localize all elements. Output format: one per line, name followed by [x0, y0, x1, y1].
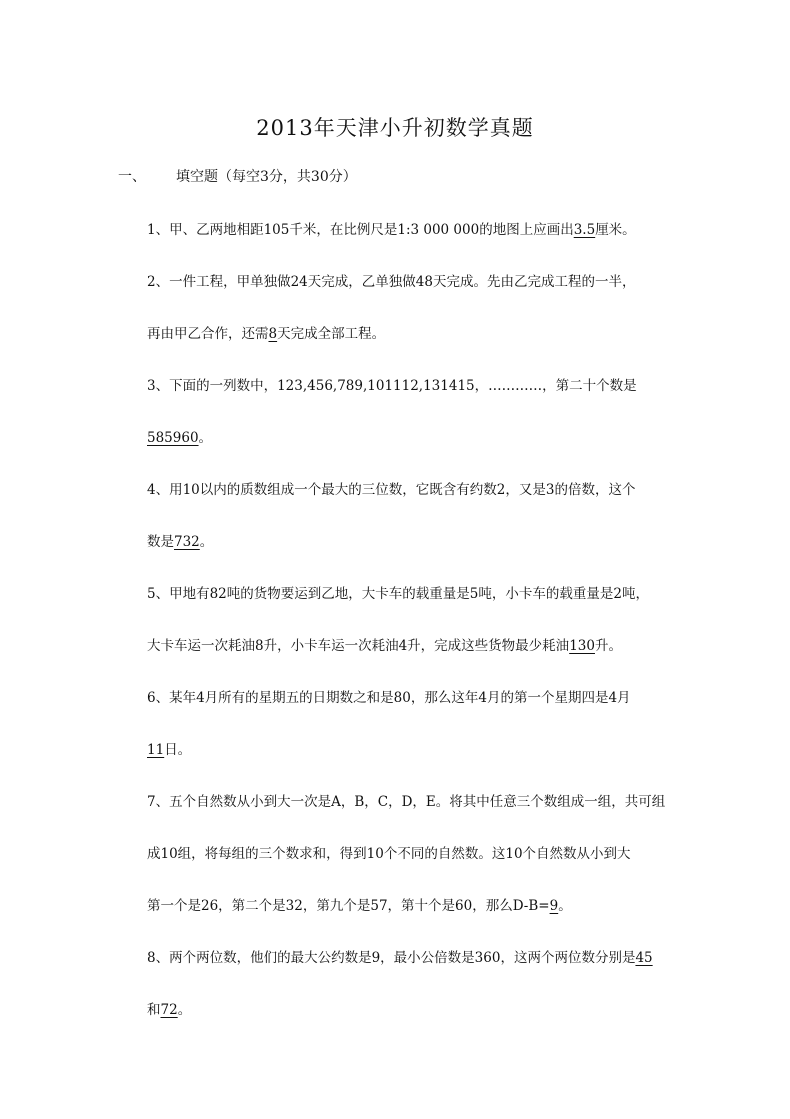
- question-text: 和: [147, 1002, 161, 1018]
- question-text: 6、某年4月所有的星期五的日期数之和是80，那么这年4月的第一个星期四是4月: [147, 690, 631, 706]
- question-6-line-1: [147, 686, 631, 706]
- question-text: 8、两个两位数，他们的最大公约数是9，最小公倍数是360，这两个两位数分别是: [147, 950, 636, 966]
- question-text: 7、五个自然数从小到大一次是A，B，C，D，E。将其中任意三个数组成一组，共可组: [147, 794, 666, 810]
- question-7-line-1: [147, 790, 665, 810]
- question-text: 大卡车运一次耗油8升，小卡车运一次耗油4升，完成这些货物最少耗油: [147, 638, 570, 654]
- question-2-line-1: [147, 270, 635, 290]
- question-4-line-2: [147, 530, 213, 550]
- question-text: 成10组，将每组的三个数求和，得到10个不同的自然数。这10个自然数从小到大: [147, 846, 631, 862]
- question-text: 升。: [594, 638, 622, 654]
- question-text: 3、下面的一列数中，123,456,789,101112,131415，…………，第二十个数是: [147, 378, 637, 394]
- question-8-line-2: [147, 998, 191, 1018]
- question-text: 。: [199, 534, 214, 550]
- question-text: 1、甲、乙两地相距105千米，在比例尺是1:3 000 000的地图上应画出: [147, 222, 574, 238]
- question-7-line-3: [147, 894, 572, 914]
- page-title: 2013年天津小升初数学真题: [256, 116, 534, 140]
- question-text: 厘米。: [595, 222, 636, 238]
- question-3-line-2: [147, 426, 212, 446]
- question-text: 。: [177, 1002, 192, 1018]
- question-3-line-1: [147, 374, 637, 394]
- question-text: 2、一件工程，甲单独做24天完成，乙单独做48天完成。先由乙完成工程的一半，: [147, 274, 636, 290]
- answer: 45: [635, 950, 653, 966]
- answer: 9: [549, 898, 559, 914]
- question-text: 。: [558, 898, 572, 914]
- answer: 130: [569, 638, 595, 654]
- answer: 11: [147, 742, 165, 758]
- question-text: 数是: [147, 534, 174, 550]
- answer: 585960: [147, 430, 199, 446]
- question-1: [147, 218, 636, 238]
- section-number: 一、: [118, 169, 146, 185]
- answer: 72: [160, 1002, 178, 1018]
- question-8-line-1: [147, 946, 653, 966]
- section-heading: [118, 166, 357, 186]
- question-text: 再由甲乙合作，还需: [147, 326, 269, 342]
- answer: 732: [174, 534, 200, 550]
- question-text: 5、甲地有82吨的货物要运到乙地，大卡车的载重量是5吨，小卡车的载重量是2吨，: [147, 586, 649, 602]
- section-label: 填空题（每空3分，共30分）: [176, 169, 357, 185]
- question-6-line-2: [147, 738, 191, 758]
- question-5-line-2: [147, 634, 622, 654]
- question-text: 4、用10以内的质数组成一个最大的三位数，它既含有约数2，又是3的倍数，这个: [147, 482, 636, 498]
- question-5-line-1: [147, 582, 649, 602]
- answer: 8: [268, 326, 278, 342]
- question-text: 天完成全部工程。: [277, 326, 386, 342]
- answer: 3.5: [573, 222, 596, 238]
- question-text: 日。: [164, 742, 192, 758]
- question-7-line-2: [147, 842, 631, 862]
- question-text: 。: [198, 430, 213, 446]
- question-2-line-2: [147, 322, 385, 342]
- question-text: 第一个是26，第二个是32，第九个是57，第十个是60，那么D-B=: [147, 898, 550, 914]
- question-4-line-1: [147, 478, 635, 498]
